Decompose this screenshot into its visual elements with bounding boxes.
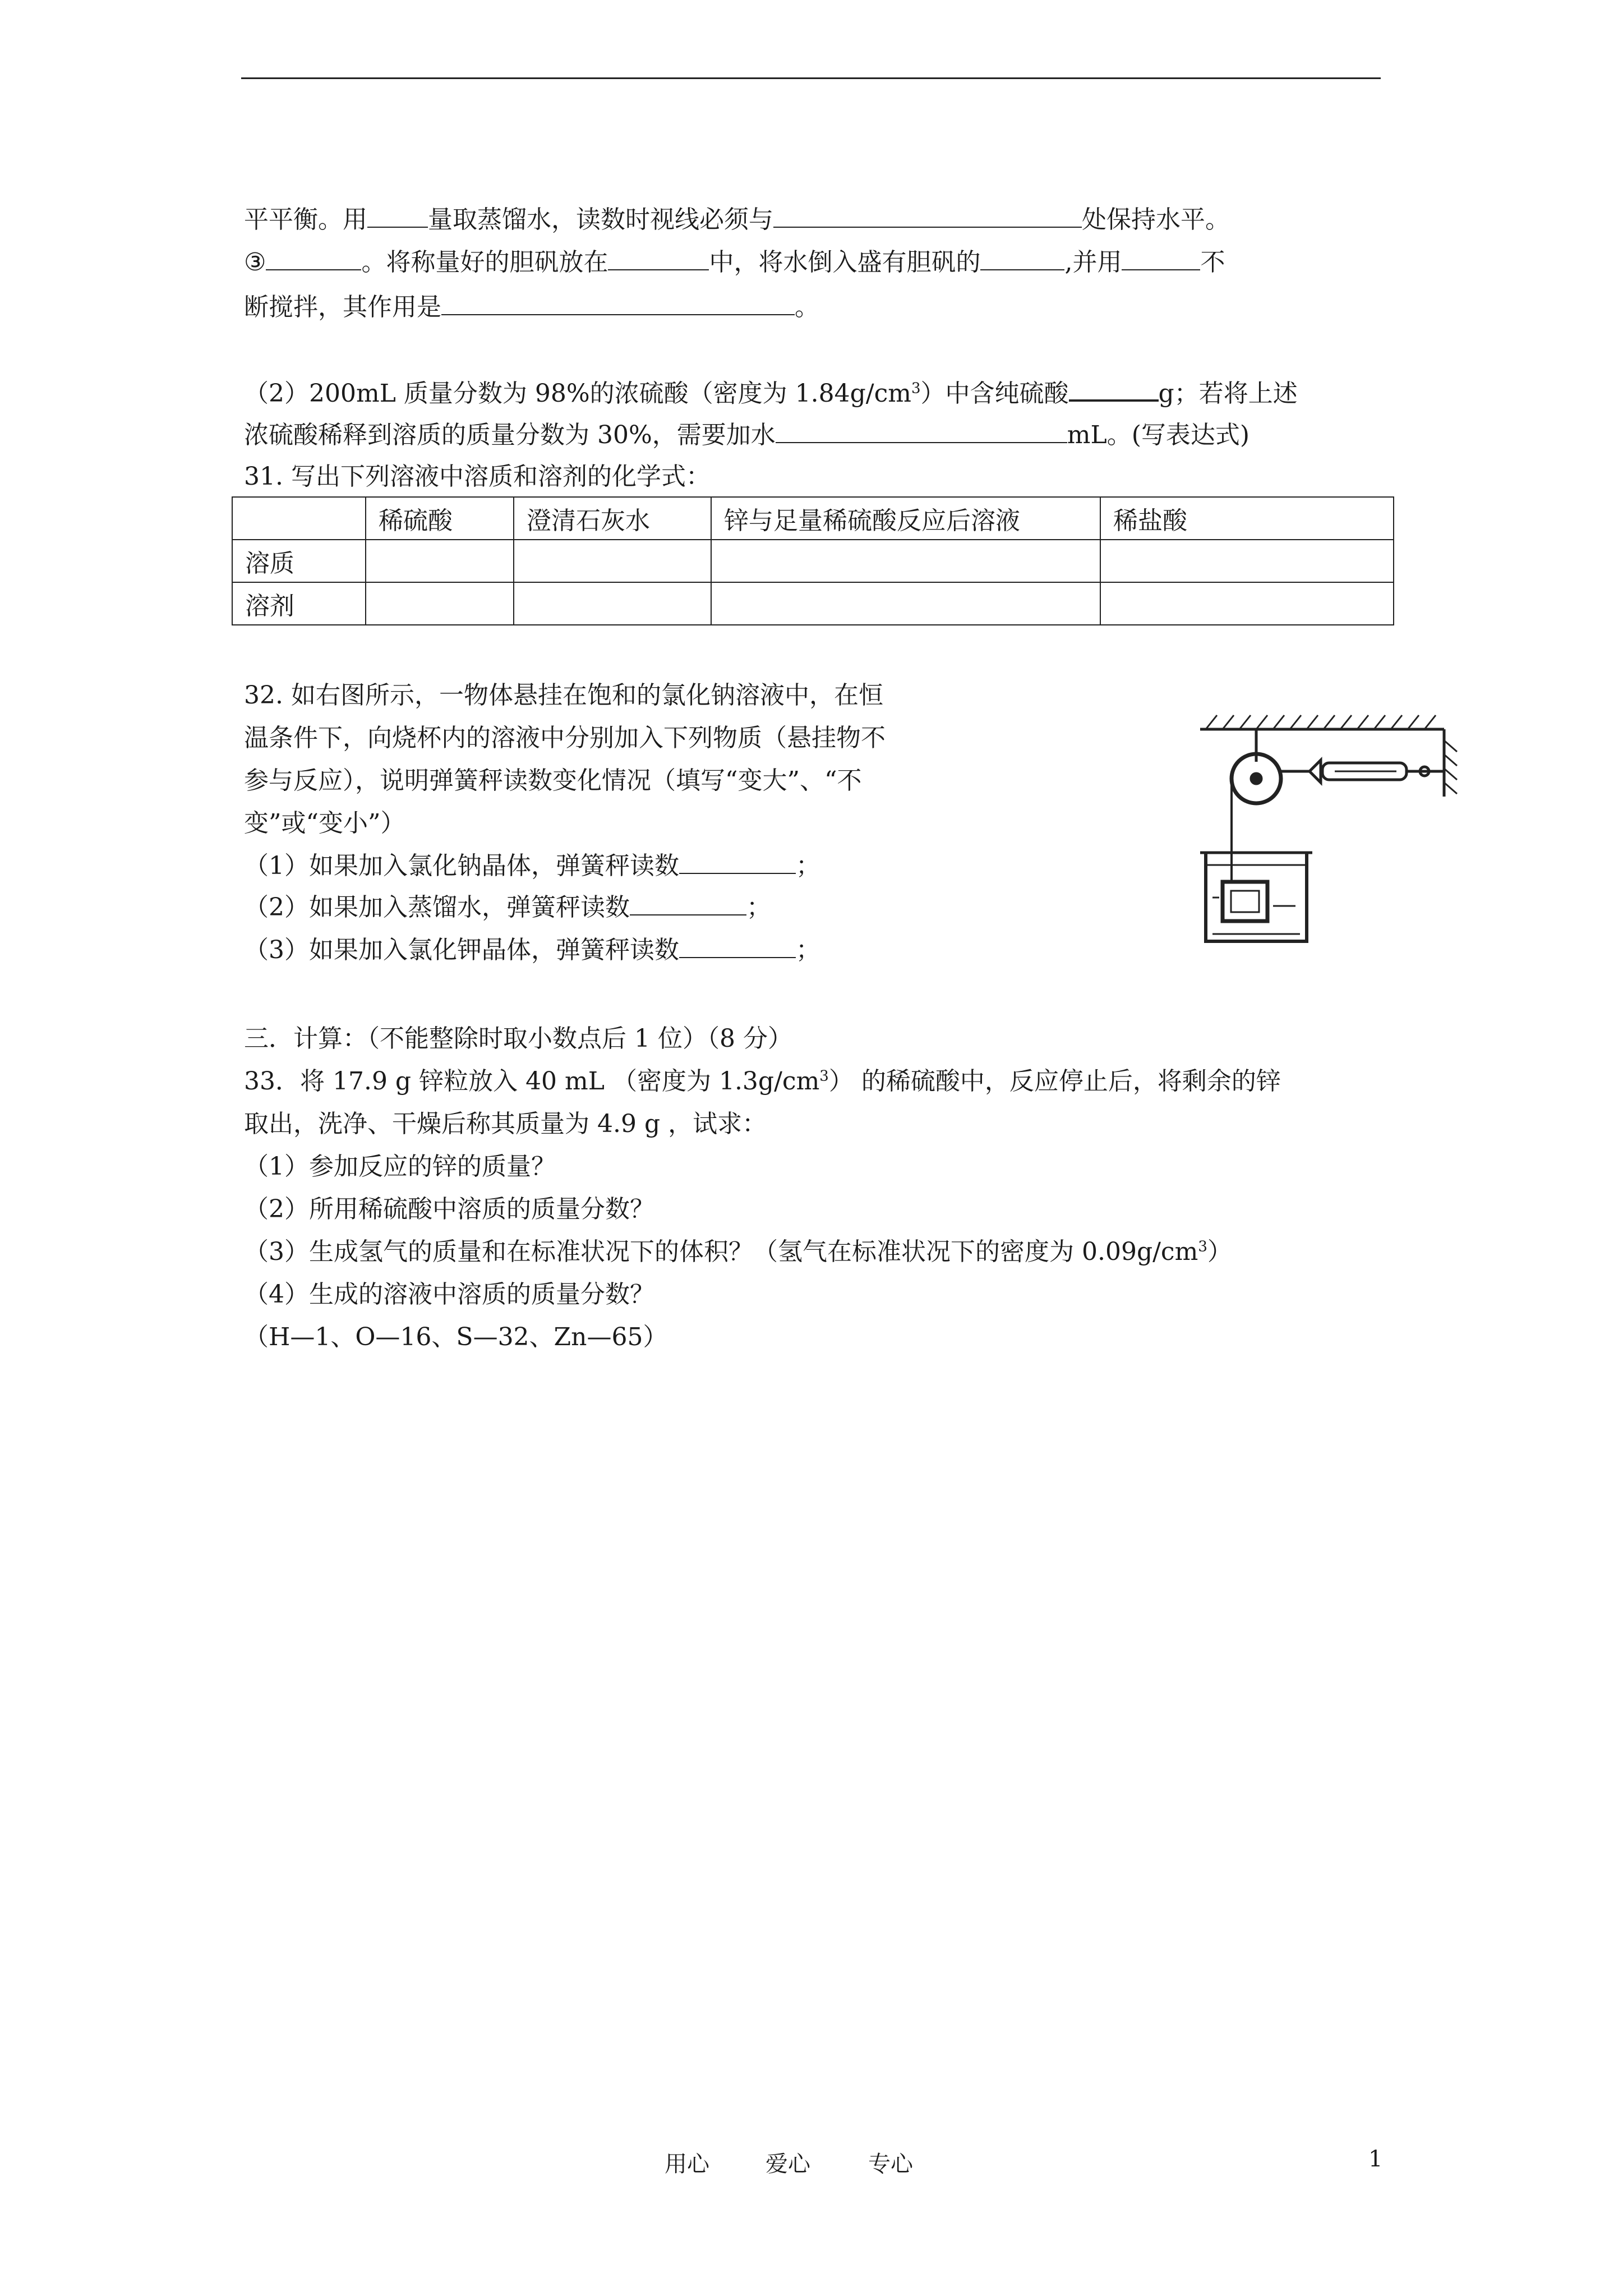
footer-motto-2: 爱心 (766, 2151, 810, 2177)
answer-cell[interactable] (711, 582, 1100, 625)
answer-cell[interactable] (1100, 540, 1394, 582)
text: 。 (795, 293, 819, 321)
text: （2）如果加入蒸馏水，弹簧秤读数 (244, 893, 630, 922)
q32-item-3 (244, 935, 820, 966)
table-row (232, 540, 1394, 582)
header-cell: 澄清石灰水 (514, 497, 711, 540)
ceiling-hatch (1206, 715, 1436, 729)
superscript: 3 (911, 380, 921, 397)
q32-line-3: 参与反应），说明弹簧秤读数变化情况（填写“变大”、“不 (244, 766, 862, 795)
suspended-object (1223, 882, 1267, 921)
pulley-axle (1251, 774, 1261, 784)
text: ； (746, 893, 771, 922)
cont-line-2 (244, 247, 1225, 278)
wall-hatch (1444, 740, 1457, 794)
scale-hook (1310, 760, 1321, 783)
object-inner (1231, 891, 1259, 912)
text: ）中含纯硫酸 (920, 379, 1069, 408)
text: 断搅拌，其作用是 (244, 293, 441, 321)
header-cell: 稀硫酸 (366, 497, 514, 540)
footer-motto-1: 用心 (665, 2151, 709, 2177)
table-row (232, 582, 1394, 625)
answer-blank[interactable] (980, 247, 1064, 270)
pulley-beaker-diagram (1195, 712, 1464, 948)
answer-blank[interactable] (679, 850, 796, 874)
table-header-row (232, 497, 1394, 540)
atomic-masses: （H—1、O—16、S—32、Zn—65） (244, 1323, 668, 1351)
answer-blank[interactable] (441, 292, 795, 315)
answer-blank[interactable] (266, 247, 361, 270)
section3-title: 三．计算：（不能整除时取小数点后 1 位）（8 分） (244, 1024, 792, 1053)
superscript: 3 (1198, 1238, 1207, 1255)
answer-blank[interactable] (367, 204, 428, 228)
text: ； (796, 852, 820, 880)
text: 平平衡。用 (244, 205, 367, 234)
text: ； (796, 936, 820, 964)
row-label: 溶质 (232, 540, 366, 582)
superscript: 3 (819, 1068, 829, 1085)
answer-cell[interactable] (1100, 582, 1394, 625)
solution-table (232, 496, 1394, 625)
text: （2）200mL 质量分数为 98%的浓硫酸（密度为 1.84g/cm (244, 379, 911, 408)
q32-item-1 (244, 850, 820, 882)
text: ） (1207, 1237, 1232, 1266)
q2-line-1 (244, 377, 1298, 409)
answer-blank[interactable] (776, 420, 1067, 443)
text: （3）生成氢气的质量和在标准状况下的体积？（氢气在标准状况下的密度为 0.09g/cm (244, 1237, 1198, 1266)
page-number: 1 (1368, 2146, 1383, 2172)
text: g；若将上述 (1158, 379, 1298, 408)
text: mL。(写表达式) (1067, 421, 1250, 449)
text: ） 的稀硫酸中，反应停止后，将剩余的锌 (828, 1067, 1281, 1096)
text: 。将称量好的胆矾放在 (361, 248, 608, 277)
answer-cell[interactable] (366, 582, 514, 625)
answer-blank[interactable] (608, 247, 709, 270)
q32-line-2: 温条件下，向烧杯内的溶液中分别加入下列物质（悬挂物不 (244, 724, 886, 752)
q32-line-1: 32. 如右图所示，一物体悬挂在饱和的氯化钠溶液中，在恒 (244, 681, 883, 710)
text: 中，将水倒入盛有胆矾的 (709, 248, 981, 277)
answer-cell[interactable] (366, 540, 514, 582)
cont-line-3 (244, 292, 819, 323)
q32-line-4: 变”或“变小”） (244, 809, 405, 838)
answer-blank[interactable] (679, 935, 796, 958)
text: 33．将 17.9 g 锌粒放入 40 mL （密度为 1.3g/cm (244, 1067, 820, 1096)
text: 浓硫酸稀释到溶质的质量分数为 30%，需要加水 (244, 421, 776, 449)
text: （3）如果加入氯化钾晶体，弹簧秤读数 (244, 936, 679, 964)
answer-blank[interactable] (1122, 247, 1200, 270)
text: （1）如果加入氯化钠晶体，弹簧秤读数 (244, 852, 679, 880)
q31-title: 31. 写出下列溶液中溶质和溶剂的化学式： (244, 462, 711, 491)
header-cell: 稀盐酸 (1100, 497, 1394, 540)
text: 不 (1200, 248, 1225, 277)
text: ③ (244, 248, 266, 277)
footer-motto-3: 专心 (868, 2151, 913, 2177)
row-label: 溶剂 (232, 582, 366, 625)
answer-cell[interactable] (711, 540, 1100, 582)
q33-line-1 (244, 1066, 1281, 1097)
answer-cell[interactable] (514, 540, 711, 582)
answer-blank[interactable] (1069, 377, 1159, 402)
text: 处保持水平。 (1082, 205, 1230, 234)
header-cell (232, 497, 366, 540)
q33-line-2: 取出，洗净、干燥后称其质量为 4.9 g ，试求： (244, 1110, 767, 1138)
header-cell: 锌与足量稀硫酸反应后溶液 (711, 497, 1100, 540)
q33-sub-1: （1）参加反应的锌的质量？ (244, 1152, 556, 1181)
q33-sub-4: （4）生成的溶液中溶质的质量分数？ (244, 1280, 654, 1309)
q33-sub-3 (244, 1236, 1232, 1268)
q32-item-2 (244, 892, 771, 923)
answer-blank[interactable] (630, 892, 746, 915)
cont-line-1 (244, 204, 1230, 236)
text: 量取蒸馏水，读数时视线必须与 (428, 205, 773, 234)
q2-line-2 (244, 420, 1249, 451)
q33-sub-2: （2）所用稀硫酸中溶质的质量分数？ (244, 1195, 654, 1223)
answer-blank[interactable] (773, 204, 1082, 228)
text: ,并用 (1064, 248, 1122, 277)
answer-cell[interactable] (514, 582, 711, 625)
header-rule (241, 77, 1381, 79)
